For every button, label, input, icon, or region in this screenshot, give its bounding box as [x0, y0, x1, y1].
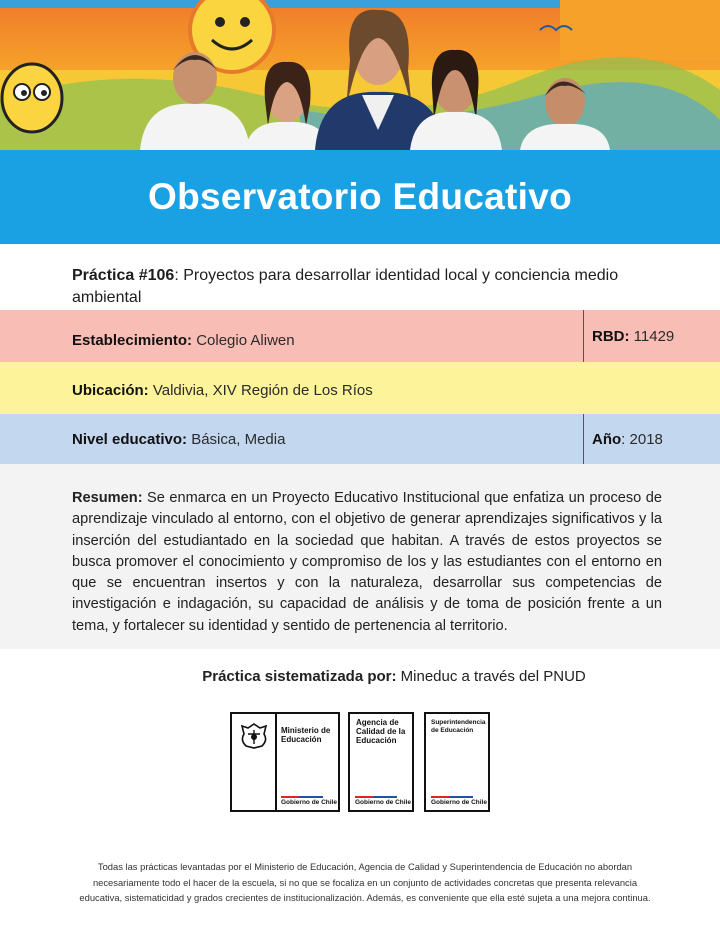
location-value: Valdivia, XIV Región de Los Ríos	[148, 382, 373, 399]
superintendency-footer: Gobierno de Chile	[431, 799, 487, 806]
establishment-value: Colegio Aliwen	[192, 332, 295, 349]
superintendency-name: Superintendencia de Educación	[431, 719, 486, 734]
institution-logos	[0, 712, 720, 812]
rbd-value: 11429	[629, 328, 675, 345]
level-value: Básica, Media	[187, 431, 286, 448]
year-value: : 2018	[621, 431, 663, 448]
hero-photo	[0, 0, 720, 150]
superintendency-logo	[424, 712, 490, 812]
agency-name: Agencia de Calidad de la Educación	[356, 718, 406, 745]
logo-divider	[275, 714, 277, 810]
summary-paragraph	[72, 488, 662, 637]
year-label: Año	[592, 431, 622, 448]
systematized-by	[0, 668, 720, 685]
rbd-label: RBD:	[592, 328, 630, 345]
level-row	[0, 414, 720, 464]
establishment-cell	[0, 310, 584, 362]
year-cell	[584, 414, 720, 464]
ministry-name: Ministerio de Educación	[281, 726, 331, 744]
agency-footer: Gobierno de Chile	[355, 799, 411, 806]
hero-illustration	[0, 0, 720, 150]
title-banner	[0, 150, 720, 244]
practice-number: Práctica #106	[72, 267, 175, 284]
rbd-cell	[584, 310, 720, 362]
footnote-line-3: educativa, sistematicidad y grados crecientes de institucionalización. Además, es conveniente que ella esté sujeta a una mejora continua.	[79, 892, 651, 903]
practice-title: : Proyectos para desarrollar identidad local y conciencia medio ambiental	[72, 267, 619, 306]
page-title: Observatorio Educativo	[148, 176, 572, 217]
summary-text: Se enmarca en un Proyecto Educativo Institucional que enfatiza un proceso de aprendizaje vinculado al entorno, con el objetivo de generar aprendizajes significativos y la inserción del estudiantado en la sociedad que habitan. A través de estos proyectos se busca promover el conocimiento y compromiso de los y las estudiantes con el entorno en que se encuentran insertos y con la naturaleza, desarrollar sus competencias de investigación e indagación, su capacidad de análisis y de toma de posición frente a un tema, y fortalecer su identidad y sentido de pertenencia al territorio.	[72, 490, 662, 634]
systematized-value: Mineduc a través del PNUD	[396, 668, 586, 685]
ministry-logo	[230, 712, 340, 812]
disclaimer-footnote	[60, 859, 670, 906]
level-label: Nivel educativo:	[72, 431, 188, 448]
agency-logo	[348, 712, 414, 812]
level-cell	[0, 414, 584, 464]
footnote-line-2: necesariamente todo el hacer de la escuela, si no que se focaliza en un conjunto de actividades concretas que presenta relevancia	[92, 876, 638, 888]
practice-heading	[72, 265, 672, 309]
footnote-line-1: Todas las prácticas levantadas por el Ministerio de Educación, Agencia de Calidad y Superintendencia de Educación no abordan	[97, 861, 633, 872]
establishment-label: Establecimiento:	[72, 332, 193, 349]
location-cell	[0, 362, 373, 414]
coat-of-arms-icon	[238, 722, 270, 750]
systematized-label: Práctica sistematizada por:	[202, 668, 397, 685]
location-row	[0, 362, 720, 414]
summary-label: Resumen:	[72, 490, 143, 506]
establishment-row	[0, 310, 720, 362]
ministry-footer: Gobierno de Chile	[281, 799, 337, 806]
location-label: Ubicación:	[72, 382, 149, 399]
